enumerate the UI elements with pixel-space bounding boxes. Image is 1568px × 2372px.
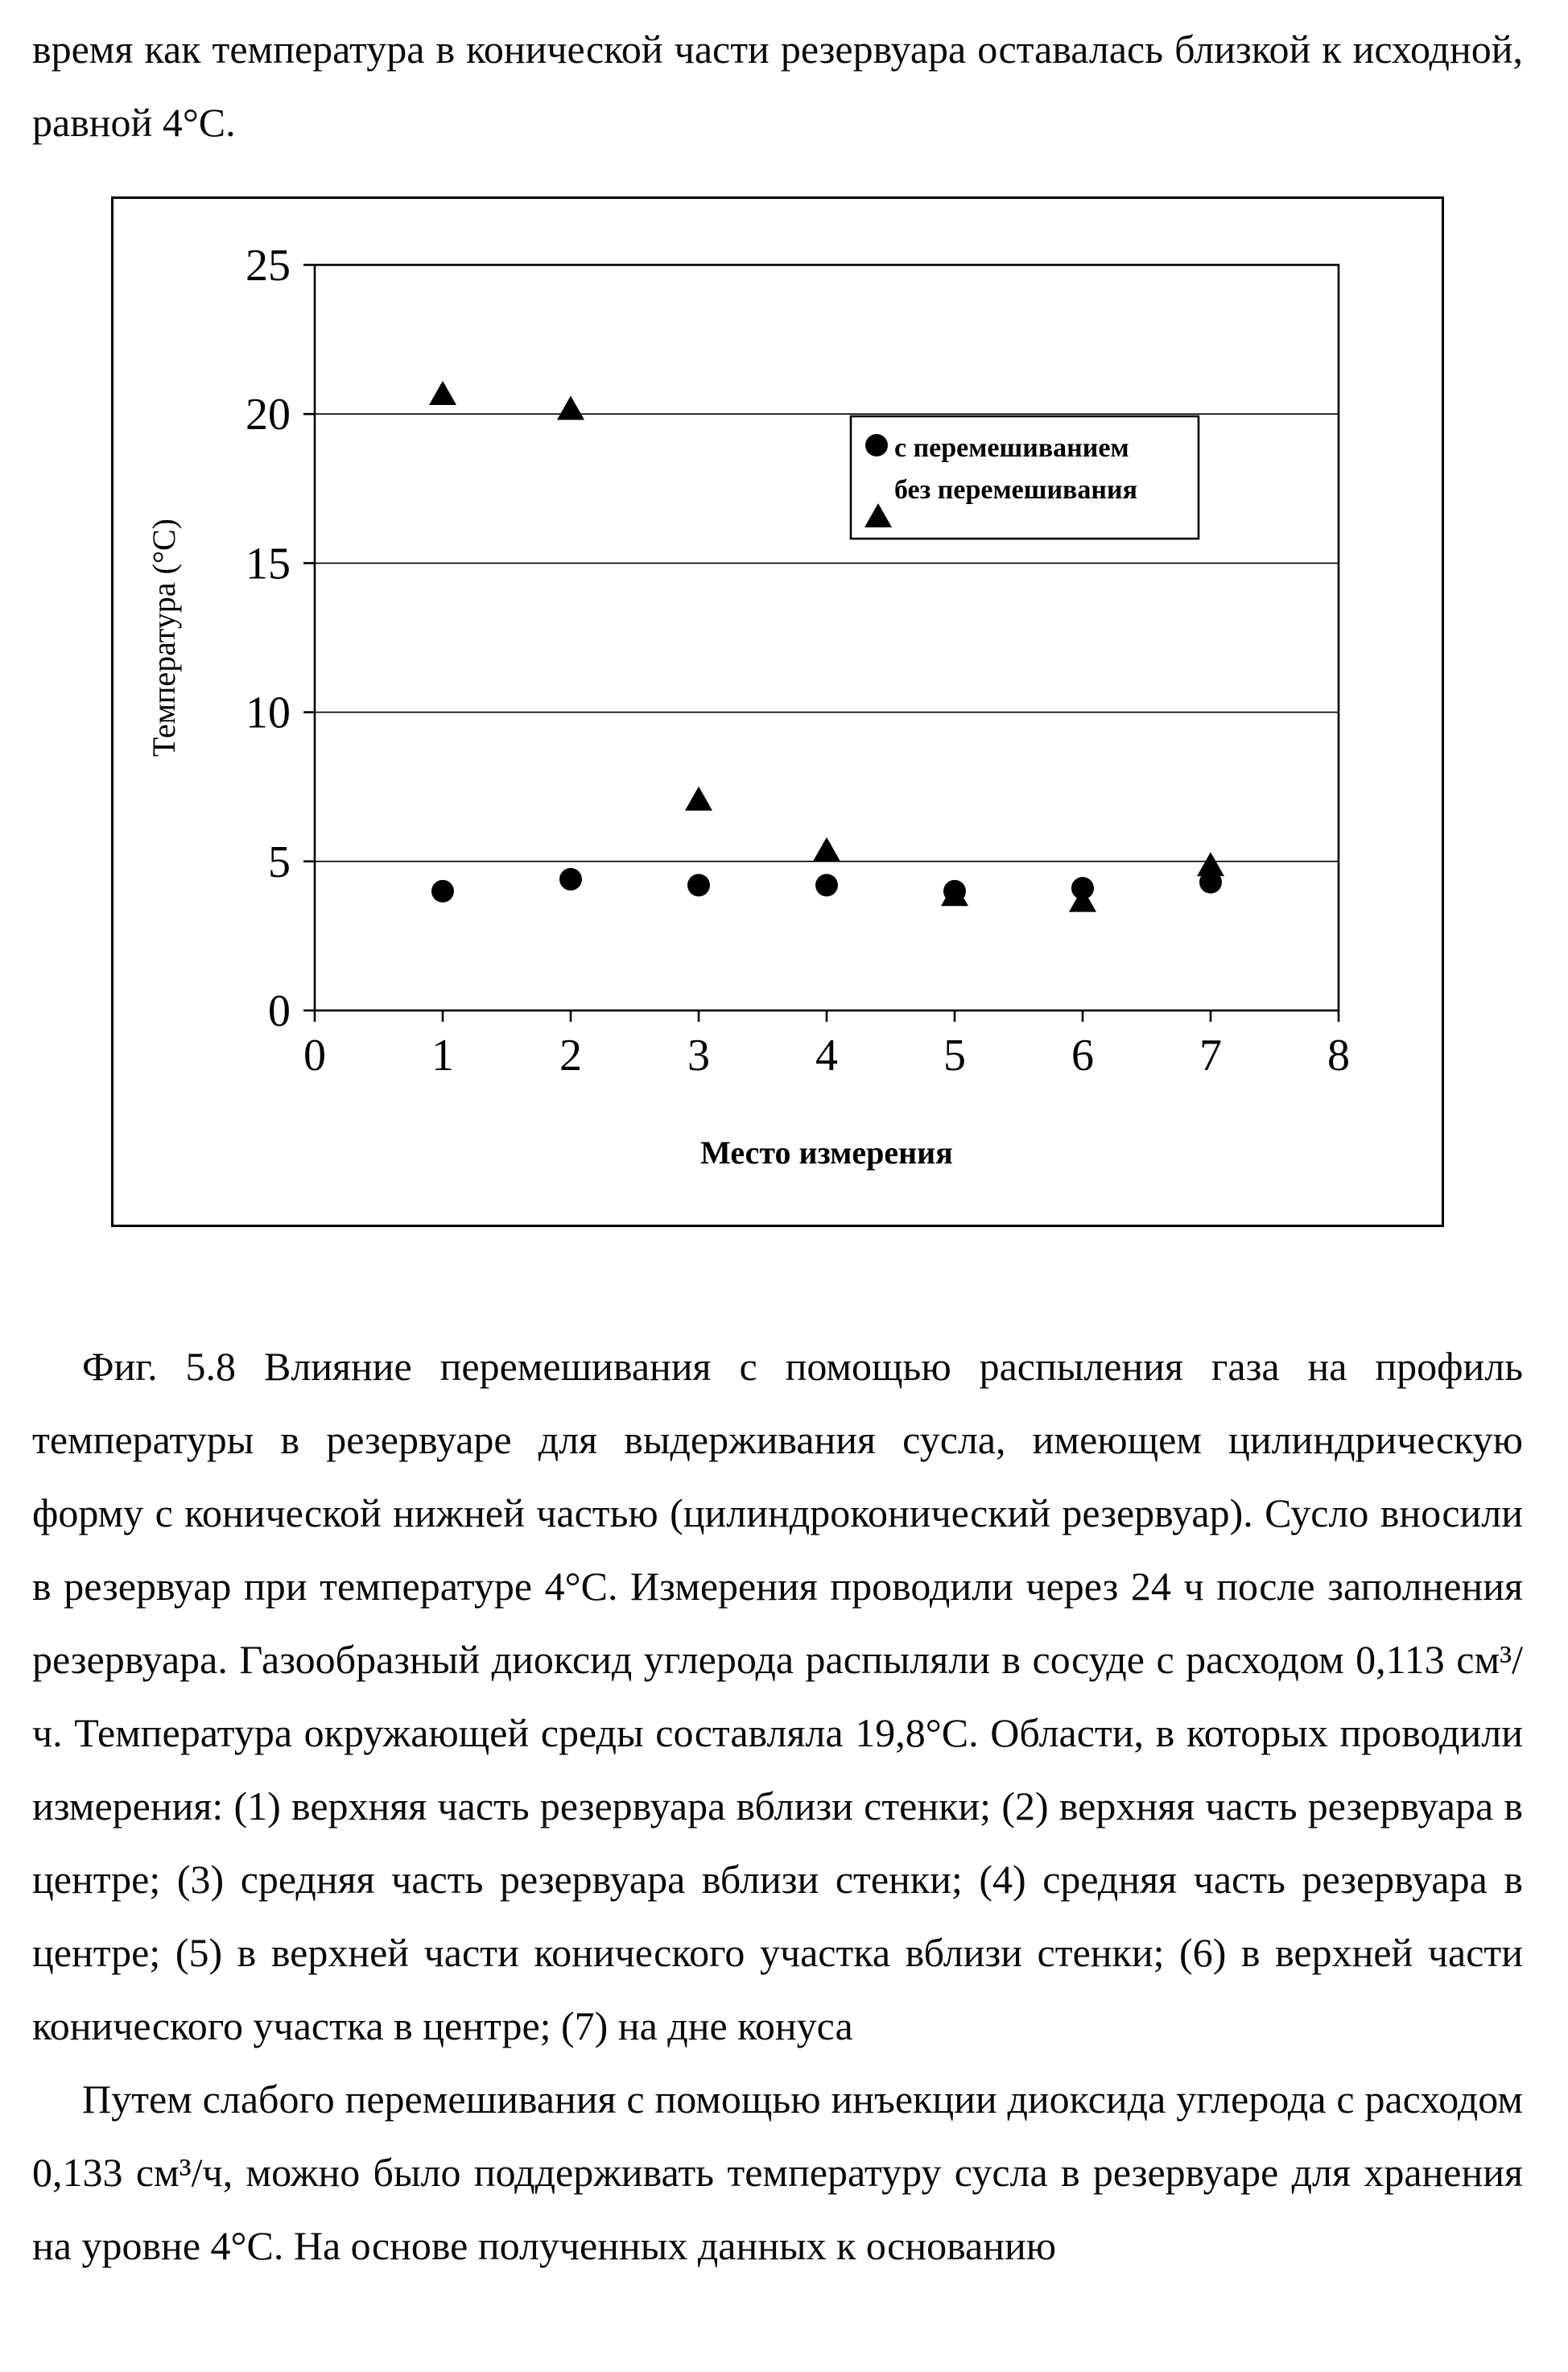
data-point-circle [431, 880, 454, 903]
data-point-triangle [813, 837, 840, 862]
data-point-circle [559, 868, 582, 891]
x-tick-label: 1 [431, 1031, 454, 1081]
data-point-triangle [429, 381, 456, 405]
x-tick-label: 6 [1071, 1031, 1094, 1081]
data-point-circle [687, 874, 710, 896]
figure-5-8-chart-frame [111, 196, 1444, 1227]
x-axis-label: Место измерения [700, 1134, 953, 1171]
y-tick-label: 20 [246, 390, 291, 440]
y-axis-label: Температура (°C) [146, 519, 182, 757]
x-tick-label: 4 [815, 1031, 838, 1081]
y-tick-label: 15 [246, 539, 291, 589]
plot-border [315, 265, 1339, 1010]
y-tick-label: 25 [246, 241, 291, 291]
y-tick-label: 10 [246, 688, 291, 738]
data-point-triangle [685, 787, 712, 811]
legend-marker-circle [865, 434, 888, 457]
data-point-circle [815, 874, 838, 896]
x-tick-label: 8 [1327, 1031, 1350, 1081]
data-point-triangle [1197, 852, 1224, 876]
data-point-triangle [557, 395, 584, 419]
legend-label-mixing: с перемешиванием [894, 433, 1129, 463]
figure-caption: Фиг. 5.8 Влияние перемешивания с помощью распыления газа на профиль температуры в резервуаре для выдерживания сусла, имеющем цилиндрическую форму с конической нижней частью (цилиндроконический резервуар). Сусло вносили в резервуар при температуре 4°С. Измерения проводили через 24 ч после заполнения резервуара. Газообразный диоксид углерода распыляли в сосуде с расходом 0,113 см³/ч. Температура окружающей среды составляла 19,8°С. Области, в которых проводили измерения: (1) верхняя часть резервуара вблизи стенки; (2) верхняя часть резервуара в центре; (3) средняя часть резервуара вблизи стенки; (4) средняя часть резервуара в центре; (5) в верхней части конического участка вблизи стенки; (6) в верхней части конического участка в центре; (7) на дне конуса [32, 1344, 1523, 2048]
x-tick-label: 5 [943, 1031, 966, 1081]
temperature-scatter-chart [113, 199, 1442, 1225]
paragraph-top: время как температура в конической части резервуара оставалась близкой к исходной, равной 4°С. [32, 27, 1523, 145]
x-tick-label: 2 [559, 1031, 582, 1081]
x-tick-label: 0 [303, 1031, 326, 1081]
y-tick-label: 5 [268, 837, 291, 887]
legend-label-no-mixing: без перемешивания [894, 475, 1137, 505]
x-tick-label: 3 [687, 1031, 710, 1081]
y-tick-label: 0 [268, 986, 291, 1036]
x-tick-label: 7 [1199, 1031, 1222, 1081]
paragraph-bottom: Путем слабого перемешивания с помощью инъекции диоксида углерода с расходом 0,133 см³/ч, можно было поддерживать температуру сусла в резервуаре для хранения на уровне 4°С. На основе полученных данных к основанию [32, 2077, 1523, 2268]
